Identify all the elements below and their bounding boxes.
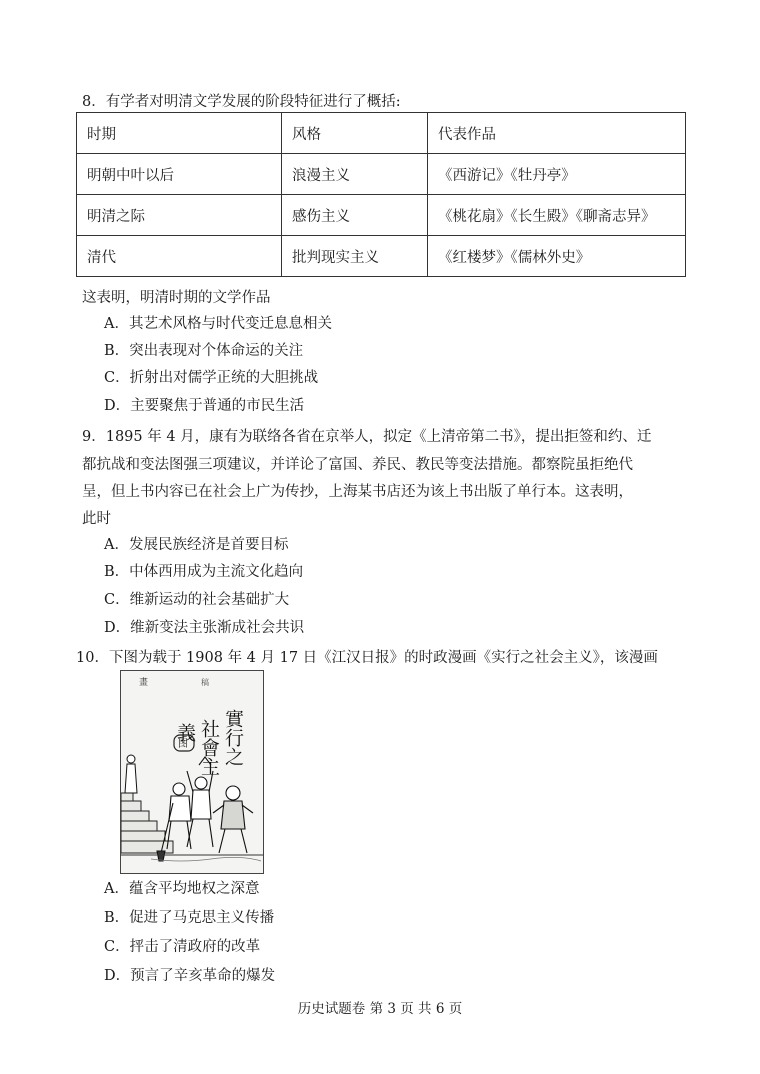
cartoon-mark: 稿 [201,678,209,687]
cartoon-title-col: 實行之 [222,709,244,766]
table-header-row [77,113,686,154]
q9-stem-line: 呈，但上书内容已在社会上广为传抄，上海某书店还为该上书出版了单行本。这表明， [82,484,633,500]
figure-right [213,786,253,853]
q8-option-d: D．主要聚焦于普通的市民生活 [104,398,305,414]
cartoon-seal: 图 [178,739,188,750]
q9-option-a: A．发展民族经济是首要目标 [104,537,289,553]
q9-stem-line: 都抗战和变法图强三项建议，并详论了富国、养民、教民等变法措施。都察院虽拒绝代 [82,457,633,473]
q8-option-a: A．其艺术风格与时代变迁息息相关 [104,316,332,332]
table-cell: 《红楼梦》《儒林外史》 [428,236,686,277]
q9-option-d: D．维新变法主张渐成社会共识 [104,620,305,636]
q8-option-c: C．折射出对儒学正统的大胆挑战 [104,370,319,386]
q9-stem-line: 9．1895 年 4 月，康有为联络各省在京举人，拟定《上清帝第二书》，提出拒签和约、迁 [82,429,652,445]
table-cell: 明清之际 [77,195,282,236]
q10-option-a: A．蕴含平均地权之深意 [104,881,260,897]
q9-option-c: C．维新运动的社会基础扩大 [104,592,290,608]
table-header-cell: 时期 [77,113,282,154]
political-cartoon-image [120,670,264,874]
q10-option-b: B．促进了马克思主义传播 [104,910,275,926]
table-row [77,195,686,236]
literature-table [76,112,686,277]
figure-shovel [157,783,191,861]
table-cell: 《西游记》《牡丹亭》 [428,154,686,195]
table-cell: 《桃花扇》《长生殿》《聊斋志异》 [428,195,686,236]
figure-standing [125,755,137,793]
table-cell: 浪漫主义 [282,154,428,195]
page-footer: 历史试题卷 第 3 页 共 6 页 [297,1001,463,1017]
cartoon-mark: 畫 [139,678,149,688]
stairs-drawing [121,793,173,853]
q10-stem: 10．下图为载于 1908 年 4 月 17 日《江汉日报》的时政漫画《实行之社会主义》，该漫画 [76,650,658,666]
q8-lead: 这表明，明清时期的文学作品 [82,290,271,306]
q8-stem: 8．有学者对明清文学发展的阶段特征进行了概括: [82,94,401,110]
cartoon-title-col: 社會主 [198,719,220,776]
table-row [77,236,686,277]
table-row [77,154,686,195]
table-cell: 感伤主义 [282,195,428,236]
q8-option-b: B．突出表现对个体命运的关注 [104,343,304,359]
q10-option-c: C．抨击了清政府的改革 [104,939,261,955]
table-cell: 明朝中叶以后 [77,154,282,195]
table-cell: 清代 [77,236,282,277]
q9-option-b: B．中体西用成为主流文化趋向 [104,564,304,580]
table-cell: 批判现实主义 [282,236,428,277]
table-header-cell: 风格 [282,113,428,154]
q10-option-d: D．预言了辛亥革命的爆发 [104,968,276,984]
q9-stem-line: 此时 [82,511,111,527]
cartoon-title-col: 義 [174,723,196,742]
table-header-cell: 代表作品 [428,113,686,154]
